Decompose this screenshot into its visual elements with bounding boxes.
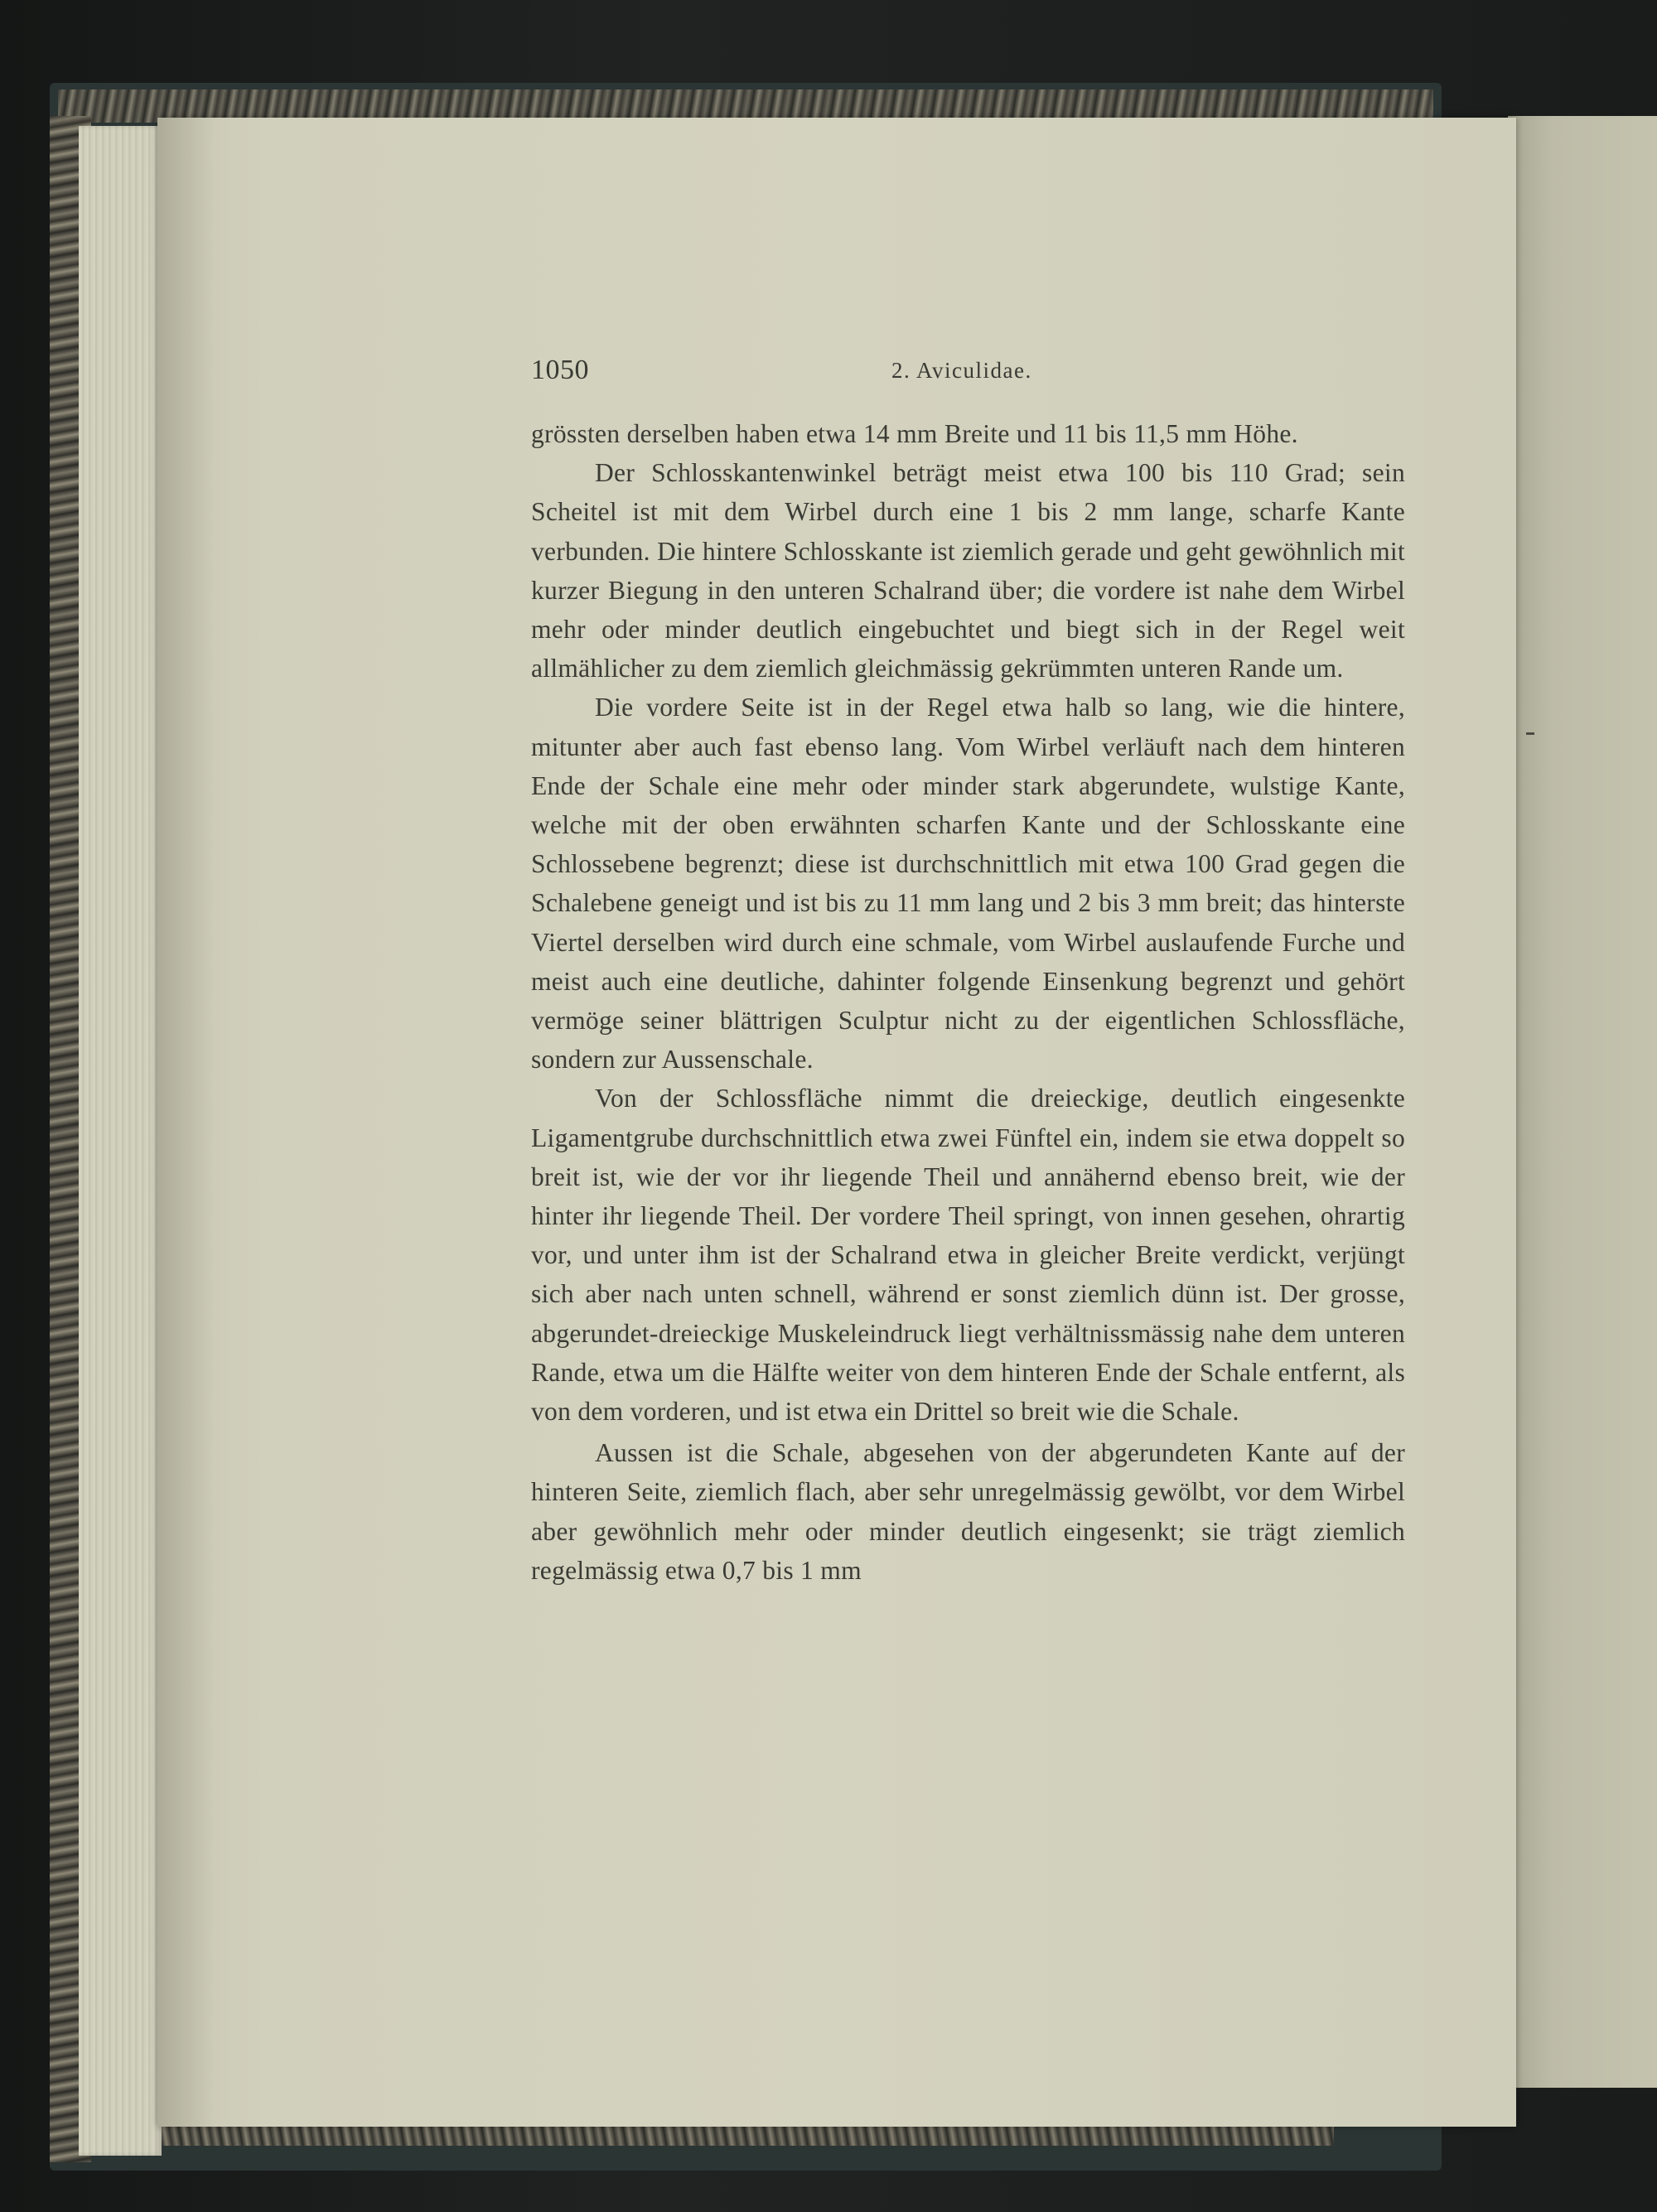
page-spine-shadow bbox=[157, 118, 215, 2127]
page-header bbox=[531, 355, 1405, 388]
adjacent-page-edge bbox=[1508, 116, 1657, 2088]
running-title: 2. Aviculidae. bbox=[891, 358, 1032, 383]
paragraph: Von der Schlossfläche nimmt die dreieckige, deutlich eingesenkte Ligamentgrube durchschnittlich etwa zwei Fünftel ein, indem sie etwa doppelt so breit ist, wie der vor ihr liegende Theil und annähernd ebenso breit, wie der hinter ihr liegende Theil. Der vordere Theil springt, von innen gesehen, ohrartig vor, und unter ihm ist der Schalrand etwa in gleicher Breite verdickt, verjüngt sich aber nach unten schnell, während er sonst ziemlich dünn ist. Der grosse, abgerundet-dreieckige Muskeleindruck liegt verhältnissmässig nahe dem unteren Rande, etwa um die Hälfte weiter von dem hinteren Ende der Schale entfernt, als von dem vorderen, und ist etwa ein Drittel so breit wie die Schale. bbox=[531, 1084, 1405, 1427]
page-stack-edges bbox=[79, 126, 162, 2156]
paragraph: grössten derselben haben etwa 14 mm Breite und 11 bis 11,5 mm Höhe. bbox=[531, 419, 1298, 448]
page-mark bbox=[1526, 732, 1534, 735]
paragraph: Die vordere Seite ist in der Regel etwa halb so lang, wie die hintere, mitunter aber auch fast ebenso lang. Vom Wirbel verläuft nach dem hinteren Ende der Schale eine mehr oder minder stark abgerundete, wulstige Kante, welche mit der oben erwähnten scharfen Kante und der Schlosskante eine Schlossebene begrenzt; diese ist durchschnittlich mit etwa 100 Grad gegen die Schalebene geneigt und ist bis zu 11 mm lang und 2 bis 3 mm breit; das hinterste Viertel derselben wird durch eine schmale, vom Wirbel auslaufende Furche und meist auch eine deutliche, dahinter folgende Einsenkung begrenzt und gehört vermöge seiner blättrigen Sculptur nicht zu der eigentlichen Schlossfläche, sondern zur Aussenschale. bbox=[531, 693, 1405, 1075]
paragraph: Der Schlosskantenwinkel beträgt meist etwa 100 bis 110 Grad; sein Scheitel ist mit dem Wirbel durch eine 1 bis 2 mm lange, scharfe Kante verbunden. Die hintere Schlosskante ist ziemlich gerade und geht gewöhnlich mit kurzer Biegung in den unteren Schalrand über; die vordere ist nahe dem Wirbel mehr oder minder deutlich eingebuchtet und biegt sich in der Regel weit allmählicher zu dem ziemlich gleichmässig gekrümmten unteren Rande um. bbox=[531, 458, 1405, 683]
body-text bbox=[531, 414, 1405, 1590]
paragraph: Aussen ist die Schale, abgesehen von der abgerundeten Kante auf der hinteren Seite, ziemlich flach, aber sehr unregelmässig gewölbt, vor dem Wirbel aber gewöhnlich mehr oder minder deutlich eingesenkt; sie trägt ziemlich regelmässig etwa 0,7 bis 1 mm bbox=[531, 1438, 1405, 1585]
page-number: 1050 bbox=[531, 355, 589, 385]
